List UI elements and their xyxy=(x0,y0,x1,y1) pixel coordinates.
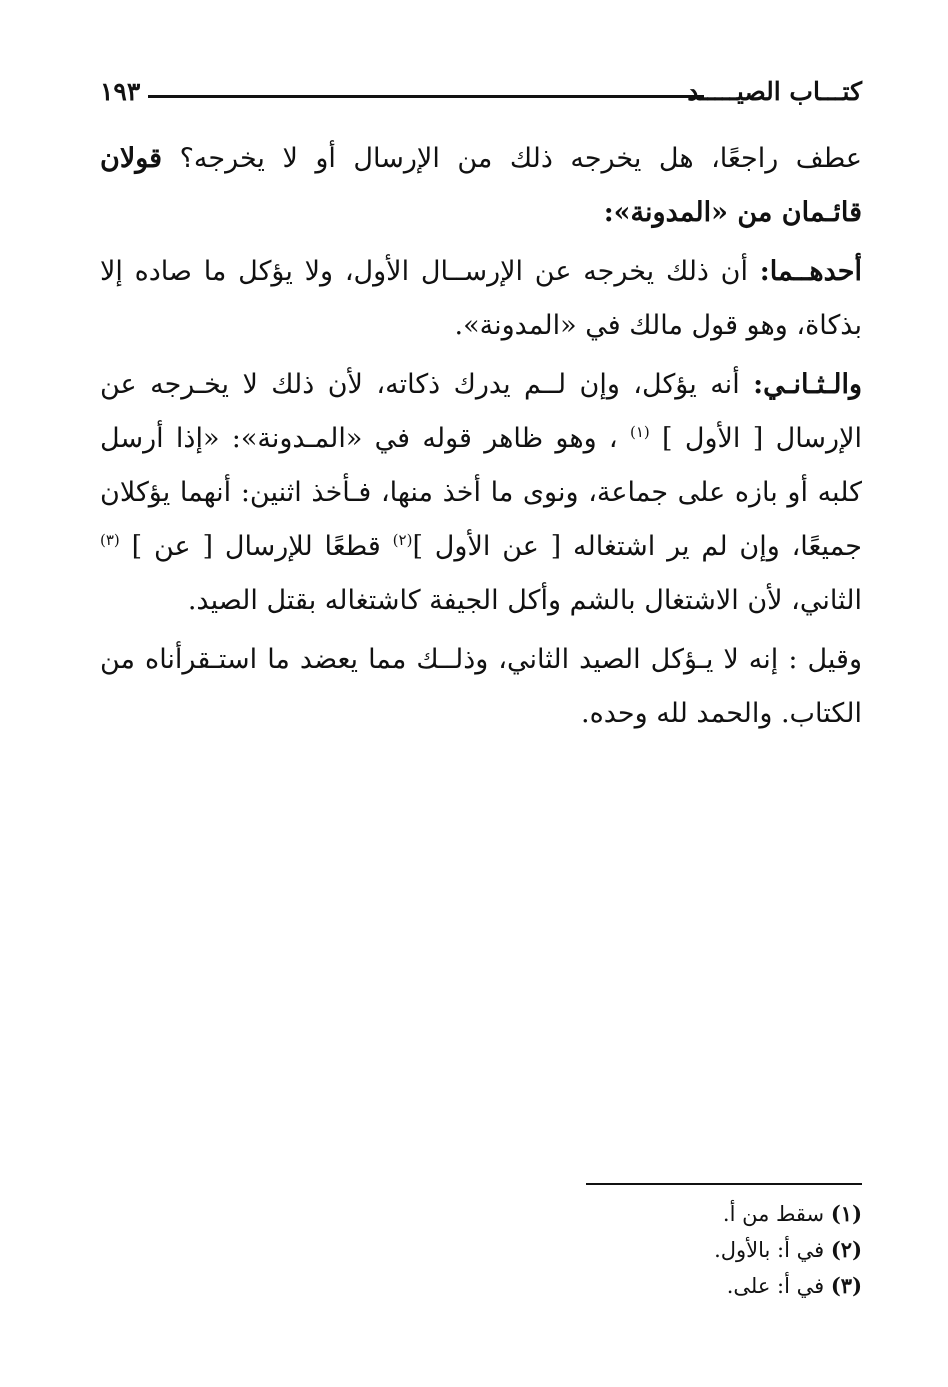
paragraph-3-text-a: أنه يؤكل، وإن لــم يدرك ذكاته، لأن ذلك لا يخـرجه عن الإرسال [ الأول ] xyxy=(100,369,862,454)
paragraph-3-text-c: قطعًا للإرسال [ عن ] xyxy=(119,531,393,562)
paragraph-3-lead: والـثـانـي: xyxy=(753,369,862,400)
footnote-3-text: في أ: على. xyxy=(726,1274,831,1298)
footnote-2-text: في أ: بالأول. xyxy=(714,1238,831,1262)
footnote-1-number: (١) xyxy=(830,1201,862,1226)
header-rule xyxy=(148,95,704,98)
paragraph-3-text-d: الثاني، لأن الاشتغال بالشم وأكل الجيفة كاشتغاله بقتل الصيد. xyxy=(187,585,862,616)
paragraph-2 xyxy=(100,245,862,353)
paragraph-1-bold: قولان قائـمان من «المدونة»: xyxy=(100,143,862,228)
footnote-ref-2: (٢) xyxy=(392,531,413,549)
footnote-2-number: (٢) xyxy=(830,1237,862,1262)
footnote-ref-1: (١) xyxy=(629,423,650,441)
paragraph-3 xyxy=(100,358,862,628)
paragraph-3-text-b: ، وهو ظاهر قوله في «المـدونة»: «إذا أرسل كلبه أو بازه على جماعة، ونوى ما أخذ منها، فـأخذ اثنين: أنهما يؤكلان جميعًا، وإن لم ير اشتغاله [ عن الأول ] xyxy=(100,423,862,562)
footnote-3 xyxy=(462,1268,862,1304)
footnote-1 xyxy=(462,1196,862,1232)
footnotes xyxy=(462,1196,862,1304)
running-header xyxy=(100,72,862,112)
main-text xyxy=(100,132,862,746)
footnote-ref-3: (٣) xyxy=(100,531,120,549)
paragraph-1 xyxy=(100,132,862,240)
chapter-title: كتـــاب الصيـــــد xyxy=(687,77,862,106)
page-number: ١٩٣ xyxy=(100,77,141,106)
footnote-1-text: سقط من أ. xyxy=(722,1202,831,1226)
footnote-rule xyxy=(586,1183,862,1185)
paragraph-4 xyxy=(100,633,862,741)
paragraph-2-text: أن ذلك يخرجه عن الإرســال الأول، ولا يؤكل ما صاده إلا بذكاة، وهو قول مالك في «المدونة». xyxy=(100,256,862,341)
paragraph-4-text: وقيل : إنه لا يـؤكل الصيد الثاني، وذلــك مما يعضد ما استـقرأناه من الكتاب. والحمد لله وحده. xyxy=(100,644,862,729)
paragraph-1-text: عطف راجعًا، هل يخرجه ذلك من الإرسال أو لا يخرجه؟ xyxy=(162,143,862,174)
footnote-3-number: (٣) xyxy=(830,1273,862,1298)
paragraph-2-lead: أحدهــما: xyxy=(759,256,862,287)
footnote-2 xyxy=(462,1232,862,1268)
